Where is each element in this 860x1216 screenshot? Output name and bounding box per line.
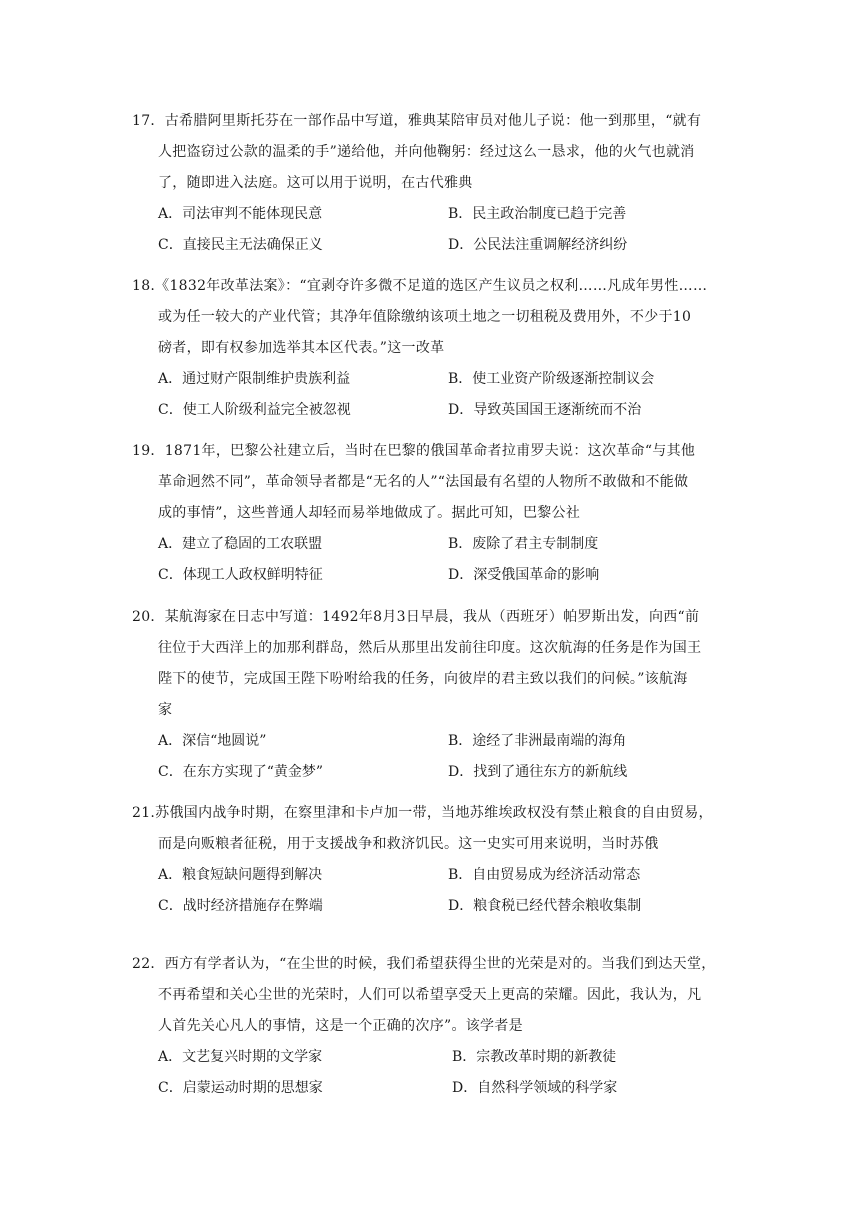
option-d: D．找到了通往东方的新航线 (448, 764, 628, 780)
option-b: B．自由贸易成为经济活动常态 (448, 867, 641, 883)
option-a: A．通过财产限制维护贵族利益 (158, 371, 351, 387)
stem-line: 人把盗窃过公款的温柔的手”递给他，并向他鞠躬：经过这么一恳求，他的火气也就消 (158, 144, 695, 160)
option-b: B．使工业资产阶级逐渐控制议会 (448, 371, 655, 387)
option-b: B．废除了君主专制制度 (448, 536, 599, 552)
option-b: B．途经了非洲最南端的海角 (448, 733, 627, 749)
options (132, 364, 732, 426)
options (132, 1042, 732, 1104)
option-c: C．启蒙运动时期的思想家 (158, 1080, 323, 1096)
option-c: C．战时经济措施存在弊端 (158, 898, 323, 914)
question-stem (132, 949, 732, 1042)
option-a: A．司法审判不能体现民意 (158, 206, 323, 222)
option-b: B．宗教改革时期的新教徒 (452, 1049, 617, 1065)
stem-line: 18.《1832年改革法案》：“宜剥夺许多微不足道的选区产生议员之权利……凡成年男性…… (132, 278, 708, 294)
stem-line: 19．1871年，巴黎公社建立后，当时在巴黎的俄国革命者拉甫罗夫说：这次革命“与其他 (132, 443, 696, 459)
stem-line: 不再希望和关心尘世的光荣时，人们可以希望享受天上更高的荣耀。因此，我认为，凡 (158, 987, 702, 1003)
stem-line: 20．某航海家在日志中写道：1492年8月3日早晨，我从（西班牙）帕罗斯出发，向西“前 (132, 609, 700, 625)
option-d: D．公民法注重调解经济纠纷 (448, 237, 628, 253)
stem-line: 人首先关心凡人的事情，这是一个正确的次序”。该学者是 (158, 1018, 523, 1034)
option-a: A．建立了稳固的工农联盟 (158, 536, 323, 552)
question-19 (132, 436, 732, 591)
stem-line: 家 (158, 702, 173, 718)
option-c: C．体现工人政权鲜明特征 (158, 567, 323, 583)
stem-line: 成的事情”，这些普通人却轻而易举地做成了。据此可知，巴黎公社 (158, 505, 581, 521)
stem-line: 而是向贩粮者征税，用于支援战争和救济饥民。这一史实可用来说明，当时苏俄 (158, 836, 659, 852)
question-stem (132, 271, 732, 364)
option-a: A．深信“地圆说” (158, 733, 267, 749)
option-d: D．自然科学领域的科学家 (452, 1080, 618, 1096)
stem-line: 了，随即进入法庭。这可以用于说明，在古代雅典 (158, 175, 473, 191)
option-d: D．导致英国国王逐渐统而不治 (448, 402, 642, 418)
options (132, 529, 732, 591)
question-stem (132, 602, 732, 726)
stem-line: 或为任一较大的产业代管；其净年值除缴纳该项土地之一切租税及费用外，不少于10 (158, 309, 692, 325)
question-17 (132, 106, 732, 261)
question-stem (132, 798, 732, 860)
options (132, 199, 732, 261)
question-stem (132, 436, 732, 529)
option-c: C．使工人阶级利益完全被忽视 (158, 402, 351, 418)
stem-line: 陛下的使节，完成国王陛下吩咐给我的任务，向彼岸的君主致以我们的问候。”该航海 (158, 671, 688, 687)
options (132, 726, 732, 788)
stem-line: 21.苏俄国内战争时期，在察里津和卡卢加一带，当地苏维埃政权没有禁止粮食的自由贸易， (132, 805, 713, 821)
option-b: B．民主政治制度已趋于完善 (448, 206, 627, 222)
question-22 (132, 949, 732, 1104)
stem-line: 往位于大西洋上的加那利群岛，然后从那里出发前往印度。这次航海的任务是作为国王 (158, 640, 702, 656)
question-20 (132, 602, 732, 788)
option-d: D．深受俄国革命的影响 (448, 567, 600, 583)
stem-line: 17．古希腊阿里斯托芬在一部作品中写道，雅典某陪审员对他儿子说：他一到那里，“就有 (132, 113, 702, 129)
question-18 (132, 271, 732, 426)
option-a: A．文艺复兴时期的文学家 (158, 1049, 323, 1065)
options (132, 860, 732, 922)
stem-line: 22．西方有学者认为，“在尘世的时候，我们希望获得尘世的光荣是对的。当我们到达天堂， (132, 956, 716, 972)
option-c: C．在东方实现了“黄金梦” (158, 764, 324, 780)
stem-line: 磅者，即有权参加选举其本区代表。”这一改革 (158, 340, 445, 356)
question-21 (132, 798, 732, 922)
option-d: D．粮食税已经代替余粮收集制 (448, 898, 642, 914)
question-stem (132, 106, 732, 199)
option-c: C．直接民主无法确保正义 (158, 237, 323, 253)
stem-line: 革命迥然不同”，革命领导者都是“无名的人”“法国最有名望的人物所不敢做和不能做 (158, 474, 689, 490)
option-a: A．粮食短缺问题得到解决 (158, 867, 323, 883)
